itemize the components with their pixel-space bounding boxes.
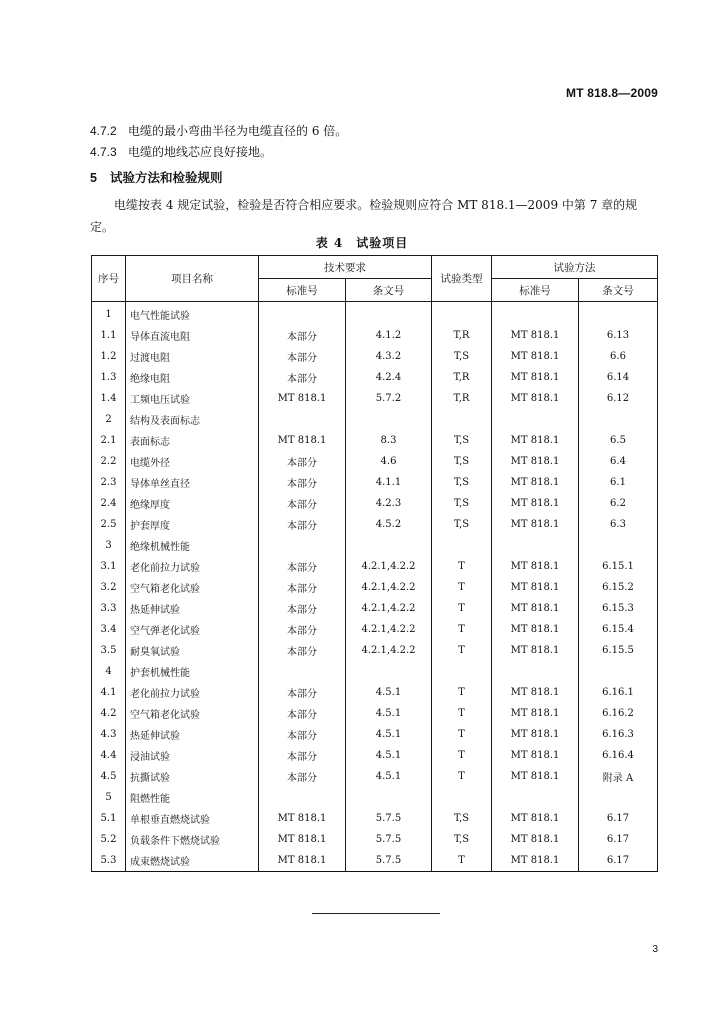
row-method-std-no: MT 818.1 [492,430,579,451]
table-row [92,367,658,388]
row-method-clause-no [579,409,658,430]
row-std-no: 本部分 [259,472,346,493]
row-test-type: T [432,619,492,640]
row-method-std-no: MT 818.1 [492,556,579,577]
row-test-type: T,R [432,388,492,409]
row-method-clause-no: 6.3 [579,514,658,535]
clause-number: 4.7.3 [90,145,117,159]
row-method-std-no: MT 818.1 [492,829,579,850]
table-row [92,577,658,598]
row-item-name: 护套厚度 [126,514,259,535]
header-clause-no: 条文号 [346,279,432,302]
row-std-no: 本部分 [259,745,346,766]
row-std-no: 本部分 [259,703,346,724]
row-method-clause-no: 6.17 [579,808,658,829]
row-method-clause-no: 6.17 [579,850,658,872]
row-seq: 4.4 [92,745,126,766]
row-std-no: 本部分 [259,514,346,535]
row-method-clause-no: 6.15.2 [579,577,658,598]
row-test-type: T,S [432,430,492,451]
row-clause-no: 4.5.1 [346,724,432,745]
row-method-clause-no [579,661,658,682]
standard-code: MT 818.8—2009 [566,86,658,100]
row-method-std-no: MT 818.1 [492,808,579,829]
row-item-name: 工频电压试验 [126,388,259,409]
row-test-type: T,R [432,325,492,346]
row-item-name: 空气箱老化试验 [126,703,259,724]
table-row [92,493,658,514]
table-row [92,661,658,682]
row-test-type: T,S [432,472,492,493]
row-method-clause-no: 6.16.3 [579,724,658,745]
row-seq: 5.3 [92,850,126,872]
row-seq: 1 [92,302,126,326]
row-clause-no: 4.5.1 [346,703,432,724]
row-std-no: 本部分 [259,682,346,703]
clause-text: 电缆的地线芯应良好接地。 [128,145,273,159]
row-method-std-no: MT 818.1 [492,682,579,703]
row-clause-no: 5.7.5 [346,808,432,829]
row-method-std-no: MT 818.1 [492,577,579,598]
row-clause-no: 4.6 [346,451,432,472]
row-std-no [259,787,346,808]
row-test-type: T [432,724,492,745]
row-clause-no: 4.2.1,4.2.2 [346,640,432,661]
row-item-name: 空气弹老化试验 [126,619,259,640]
table-row [92,514,658,535]
row-test-type: T [432,556,492,577]
row-test-type: T,S [432,451,492,472]
row-seq: 3 [92,535,126,556]
row-method-clause-no [579,787,658,808]
row-item-name: 护套机械性能 [126,661,259,682]
row-item-name: 阻燃性能 [126,787,259,808]
row-seq: 4.5 [92,766,126,787]
row-method-std-no: MT 818.1 [492,850,579,872]
row-clause-no [346,302,432,326]
row-std-no: 本部分 [259,640,346,661]
row-item-name: 表面标志 [126,430,259,451]
row-method-clause-no: 6.17 [579,829,658,850]
row-clause-no: 4.2.1,4.2.2 [346,619,432,640]
header-tech-requirement: 技术要求 [259,256,432,279]
row-method-clause-no: 6.16.2 [579,703,658,724]
test-items-table [91,255,658,872]
row-seq: 3.4 [92,619,126,640]
row-std-no [259,661,346,682]
row-test-type: T,S [432,808,492,829]
row-std-no: MT 818.1 [259,430,346,451]
row-item-name: 过渡电阻 [126,346,259,367]
row-clause-no [346,661,432,682]
table-row [92,598,658,619]
header-test-type: 试验类型 [432,256,492,302]
row-seq: 2.1 [92,430,126,451]
row-std-no: 本部分 [259,766,346,787]
header-method-std-no: 标准号 [492,279,579,302]
page-number: 3 [652,944,658,955]
row-method-std-no: MT 818.1 [492,724,579,745]
row-method-clause-no [579,302,658,326]
row-seq: 2.2 [92,451,126,472]
row-method-std-no [492,535,579,556]
row-item-name: 负载条件下燃烧试验 [126,829,259,850]
row-clause-no: 5.7.5 [346,829,432,850]
row-std-no: 本部分 [259,493,346,514]
row-seq: 3.3 [92,598,126,619]
row-method-clause-no: 6.13 [579,325,658,346]
row-item-name: 浸油试验 [126,745,259,766]
table-body [92,302,658,872]
row-method-clause-no: 6.12 [579,388,658,409]
row-method-std-no: MT 818.1 [492,325,579,346]
clause-4-7-3 [90,143,272,160]
row-seq: 5 [92,787,126,808]
footnote-divider [312,913,440,914]
row-std-no: MT 818.1 [259,808,346,829]
row-std-no: 本部分 [259,367,346,388]
row-method-std-no: MT 818.1 [492,514,579,535]
row-method-std-no [492,302,579,326]
table-caption: 表 4 试验项目 [315,236,409,250]
row-clause-no: 4.5.2 [346,514,432,535]
row-method-std-no [492,787,579,808]
row-method-std-no: MT 818.1 [492,703,579,724]
row-item-name: 导体单丝直径 [126,472,259,493]
row-seq: 3.2 [92,577,126,598]
table-row [92,430,658,451]
row-clause-no: 4.2.1,4.2.2 [346,577,432,598]
section-number: 5 [90,171,97,185]
row-clause-no: 5.7.5 [346,850,432,872]
table-row [92,472,658,493]
row-clause-no: 4.5.1 [346,682,432,703]
section-title: 试验方法和检验规则 [110,170,223,185]
row-std-no [259,535,346,556]
row-item-name: 空气箱老化试验 [126,577,259,598]
row-test-type [432,409,492,430]
row-method-clause-no: 6.6 [579,346,658,367]
row-item-name: 结构及表面标志 [126,409,259,430]
header-std-no: 标准号 [259,279,346,302]
clause-4-7-2 [90,122,347,139]
row-seq: 1.1 [92,325,126,346]
row-clause-no: 4.2.4 [346,367,432,388]
row-method-clause-no: 6.16.1 [579,682,658,703]
row-seq: 4.1 [92,682,126,703]
table-row [92,850,658,872]
row-test-type: T [432,703,492,724]
table-row [92,640,658,661]
row-method-clause-no: 6.14 [579,367,658,388]
row-test-type: T [432,640,492,661]
row-method-clause-no [579,535,658,556]
row-test-type [432,535,492,556]
row-method-std-no: MT 818.1 [492,367,579,388]
row-test-type [432,302,492,326]
row-seq: 4.2 [92,703,126,724]
row-seq: 1.4 [92,388,126,409]
row-std-no: 本部分 [259,577,346,598]
row-item-name: 电缆外径 [126,451,259,472]
row-item-name: 绝缘厚度 [126,493,259,514]
row-item-name: 单根垂直燃烧试验 [126,808,259,829]
table-row [92,409,658,430]
row-clause-no [346,409,432,430]
row-std-no: MT 818.1 [259,388,346,409]
row-method-std-no: MT 818.1 [492,346,579,367]
row-seq: 4 [92,661,126,682]
row-clause-no: 4.2.1,4.2.2 [346,598,432,619]
table-row [92,724,658,745]
row-std-no: 本部分 [259,724,346,745]
row-std-no: 本部分 [259,598,346,619]
row-seq: 5.1 [92,808,126,829]
row-method-clause-no: 6.1 [579,472,658,493]
header-item-name: 项目名称 [126,256,259,302]
table-row [92,829,658,850]
table-row [92,703,658,724]
row-method-std-no: MT 818.1 [492,619,579,640]
row-method-std-no: MT 818.1 [492,388,579,409]
row-method-clause-no: 6.15.4 [579,619,658,640]
header-seq: 序号 [92,256,126,302]
row-method-std-no: MT 818.1 [492,451,579,472]
row-seq: 1.2 [92,346,126,367]
row-test-type: T,S [432,514,492,535]
row-std-no: 本部分 [259,325,346,346]
row-method-clause-no: 6.2 [579,493,658,514]
table-row [92,682,658,703]
row-item-name: 成束燃烧试验 [126,850,259,872]
row-clause-no: 5.7.2 [346,388,432,409]
row-test-type [432,661,492,682]
table-row [92,451,658,472]
row-clause-no: 4.1.1 [346,472,432,493]
row-clause-no: 4.1.2 [346,325,432,346]
row-item-name: 绝缘机械性能 [126,535,259,556]
row-method-std-no: MT 818.1 [492,598,579,619]
row-method-clause-no: 6.15.3 [579,598,658,619]
row-item-name: 导体直流电阻 [126,325,259,346]
row-seq: 3.1 [92,556,126,577]
row-method-clause-no: 6.16.4 [579,745,658,766]
row-seq: 2 [92,409,126,430]
row-std-no: MT 818.1 [259,850,346,872]
row-std-no [259,409,346,430]
section-heading [90,168,223,186]
table-row [92,535,658,556]
row-item-name: 热延伸试验 [126,598,259,619]
row-test-type [432,787,492,808]
row-clause-no: 4.2.3 [346,493,432,514]
row-test-type: T [432,598,492,619]
row-std-no: MT 818.1 [259,829,346,850]
header-test-method: 试验方法 [492,256,658,279]
row-test-type: T,S [432,829,492,850]
row-method-std-no: MT 818.1 [492,766,579,787]
row-clause-no [346,787,432,808]
row-item-name: 耐臭氧试验 [126,640,259,661]
row-clause-no: 4.5.1 [346,745,432,766]
table-row [92,745,658,766]
row-std-no [259,302,346,326]
row-seq: 2.5 [92,514,126,535]
clause-number: 4.7.2 [90,124,117,138]
clause-text: 电缆的最小弯曲半径为电缆直径的 6 倍。 [128,124,348,138]
table-row [92,766,658,787]
row-clause-no: 8.3 [346,430,432,451]
row-clause-no [346,535,432,556]
row-test-type: T [432,745,492,766]
row-std-no: 本部分 [259,451,346,472]
row-seq: 3.5 [92,640,126,661]
row-method-std-no: MT 818.1 [492,640,579,661]
table-row [92,619,658,640]
row-seq: 5.2 [92,829,126,850]
row-method-std-no: MT 818.1 [492,745,579,766]
row-method-clause-no: 附录 A [579,766,658,787]
row-method-std-no [492,661,579,682]
row-item-name: 电气性能试验 [126,302,259,326]
table-row [92,346,658,367]
row-clause-no: 4.5.1 [346,766,432,787]
table-row [92,808,658,829]
row-seq: 2.3 [92,472,126,493]
row-item-name: 热延伸试验 [126,724,259,745]
row-seq: 1.3 [92,367,126,388]
row-method-std-no: MT 818.1 [492,493,579,514]
table-row [92,388,658,409]
row-test-type: T,R [432,367,492,388]
section-paragraph: 电缆按表 4 规定试验，检验是否符合相应要求。检验规则应符合 MT 818.1—2009 中第 7 章的规定。 [90,198,638,234]
table-row [92,325,658,346]
row-method-clause-no: 6.15.1 [579,556,658,577]
row-std-no: 本部分 [259,346,346,367]
row-method-clause-no: 6.4 [579,451,658,472]
row-test-type: T [432,682,492,703]
row-item-name: 绝缘电阻 [126,367,259,388]
row-method-std-no [492,409,579,430]
row-method-std-no: MT 818.1 [492,472,579,493]
row-clause-no: 4.2.1,4.2.2 [346,556,432,577]
row-method-clause-no: 6.15.5 [579,640,658,661]
row-seq: 4.3 [92,724,126,745]
row-test-type: T [432,577,492,598]
row-seq: 2.4 [92,493,126,514]
row-std-no: 本部分 [259,619,346,640]
row-test-type: T [432,850,492,872]
row-item-name: 老化前拉力试验 [126,682,259,703]
table-row [92,556,658,577]
table-row [92,302,658,326]
row-test-type: T [432,766,492,787]
row-method-clause-no: 6.5 [579,430,658,451]
row-test-type: T,S [432,346,492,367]
header-method-clause-no: 条文号 [579,279,658,302]
row-std-no: 本部分 [259,556,346,577]
table-row [92,787,658,808]
row-clause-no: 4.3.2 [346,346,432,367]
row-item-name: 老化前拉力试验 [126,556,259,577]
row-test-type: T,S [432,493,492,514]
row-item-name: 抗撕试验 [126,766,259,787]
